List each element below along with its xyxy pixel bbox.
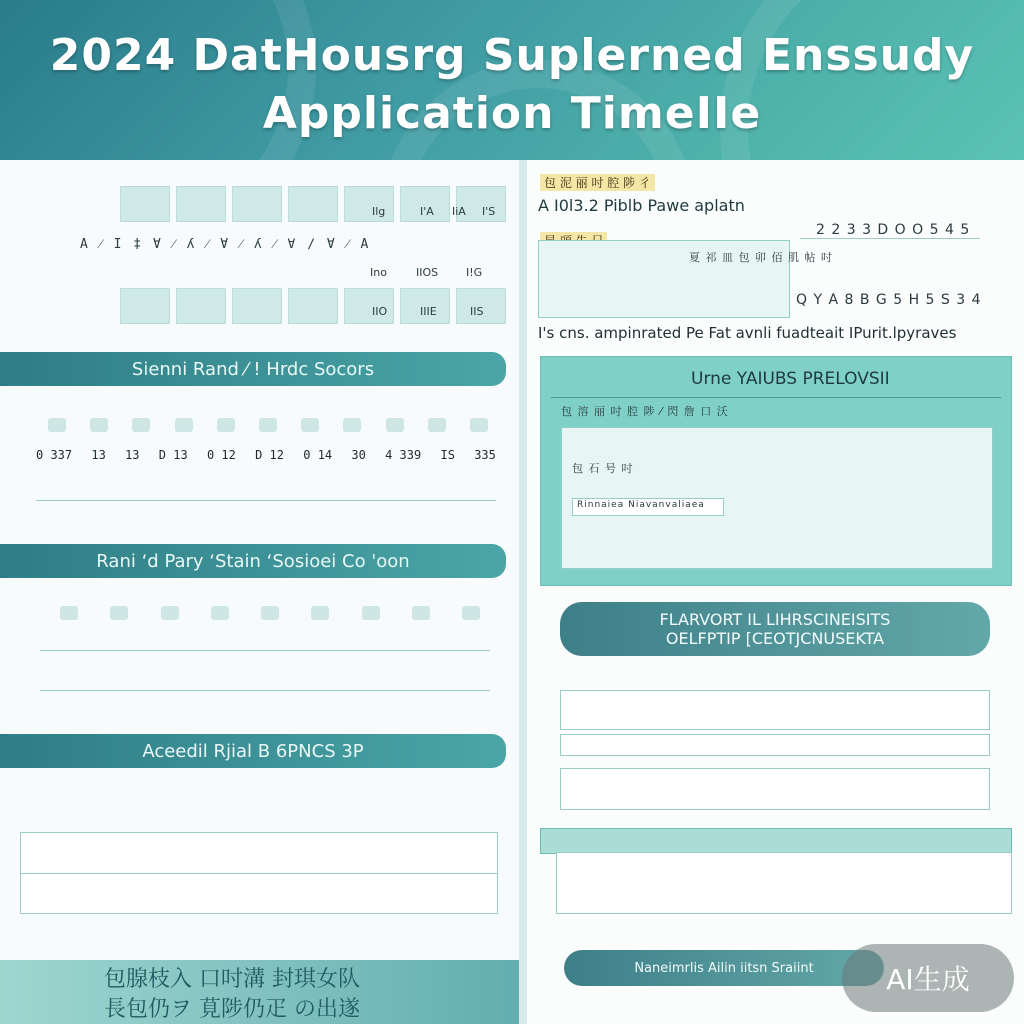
timeline-date: 335 xyxy=(474,448,496,462)
requirement-row-2 xyxy=(560,734,990,756)
panel-divider xyxy=(551,397,1001,398)
panel-row: 包 溶 丽 吋 腔 陟 ⁄ 閃 詹 口 沃 xyxy=(561,405,729,418)
column-divider xyxy=(519,160,527,1024)
deadline-line: A I0l3.2 Piblb Pawe aplatn xyxy=(538,196,745,215)
timeline-date: 0 12 xyxy=(206,448,236,462)
grid-label: Ino xyxy=(370,266,387,279)
requirements-line-1: FLARVORT IL LIHRSCINEISITS xyxy=(659,610,891,629)
calendar-grid-row-1 xyxy=(120,186,506,222)
panel-title: Urne YAIUBS PRELOVSII xyxy=(691,369,890,389)
grid-label: IIO xyxy=(372,305,388,318)
grid-label: I'A xyxy=(420,205,434,218)
timeline-date: D 12 xyxy=(255,448,284,462)
code-line-2: Q Y A 8 B G 5 H 5 S 3 4 xyxy=(796,292,982,308)
requirements-banner xyxy=(560,602,990,656)
section-band-2: Rani ʻd Pary ʻStain ʻSosioei Co 'oon xyxy=(0,544,506,578)
notice-text: I's cns. ampinrated Pe Fat avnli fuadteait IPurit.lpyraves xyxy=(538,324,957,342)
timeline-axis-2b xyxy=(40,690,490,691)
grid-label: IIOS xyxy=(416,266,439,279)
page-subtitle: Application TimeIIe xyxy=(262,88,762,139)
grid-label: IiA xyxy=(452,205,466,218)
info-card-text: 夏 祁 皿 包 卯 佰 肌 帖 吋 xyxy=(689,251,833,264)
timeline-markers-1 xyxy=(48,418,488,432)
footer-line-1: 包腺枝入 口吋溝 封琪女队 xyxy=(104,967,360,992)
ai-generated-badge: AI生成 xyxy=(842,944,1014,1012)
timeline-date: 0 14 xyxy=(303,448,333,462)
panel-field-label: 包 石 号 吋 xyxy=(572,462,634,475)
calendar-header-row: A ⁄ I ‡ Ɐ ⁄ ʎ ⁄ Ɐ ⁄ ʎ ⁄ ∀ ∕ Ɐ ⁄ A xyxy=(80,237,371,252)
requirements-line-2: OELFPTIP [CEOTJCNUSEKTA xyxy=(665,629,885,648)
footer-section-band xyxy=(540,828,1012,854)
requirement-row-3 xyxy=(560,768,990,810)
info-card xyxy=(538,240,833,318)
grid-label: I'S xyxy=(482,205,496,218)
section-band-1: Sienni Rand ⁄ ! Hrdc Socors xyxy=(0,352,506,386)
footer-banner xyxy=(0,960,519,1024)
timeline-axis-2a xyxy=(40,650,490,651)
timeline-dates-1 xyxy=(36,448,496,462)
footer-line-2: 長包仍ヲ 莧陟仍疋 の出遂 xyxy=(104,997,360,1022)
application-panel xyxy=(540,356,1012,586)
section-band-3: Aceedil Rjial B 6PNCS 3P xyxy=(0,734,506,768)
requirement-row-1 xyxy=(560,690,990,730)
grid-label: I!G xyxy=(466,266,483,279)
highlight-label: 包 泥 丽 吋 腔 陟 彳 xyxy=(540,174,655,191)
grid-label: IIS xyxy=(470,305,484,318)
calendar-grid-row-2 xyxy=(120,288,506,324)
header-banner xyxy=(0,0,1024,160)
panel-form xyxy=(561,427,993,569)
timeline-axis-1 xyxy=(36,500,496,501)
timeline-date: 4 339 xyxy=(385,448,422,462)
timeline-date: 0 337 xyxy=(36,448,73,462)
timeline-date: 13 xyxy=(125,448,140,462)
schedule-table-divider xyxy=(21,873,497,874)
grid-label: IIIE xyxy=(420,305,437,318)
timeline-date: D 13 xyxy=(158,448,188,462)
grid-label: Ilg xyxy=(372,205,386,218)
bottom-banner: Naneimrlis Ailin iitsn Sraiint xyxy=(564,950,884,986)
panel-input xyxy=(572,498,724,516)
page-title: 2024 DatHousrg Suplerned Enssudy xyxy=(49,30,975,81)
panel-input-text: Rinnaiea Niavanvaliaea xyxy=(577,500,705,510)
timeline-markers-2 xyxy=(60,606,480,620)
schedule-table xyxy=(20,832,498,914)
code-underline xyxy=(800,238,980,239)
timeline-date: 30 xyxy=(351,448,366,462)
timeline-date: 13 xyxy=(91,448,106,462)
code-line: 2 2 3 3 D O O 5 4 5 xyxy=(816,222,971,238)
footer-section-box xyxy=(556,852,1012,914)
timeline-date: IS xyxy=(440,448,455,462)
